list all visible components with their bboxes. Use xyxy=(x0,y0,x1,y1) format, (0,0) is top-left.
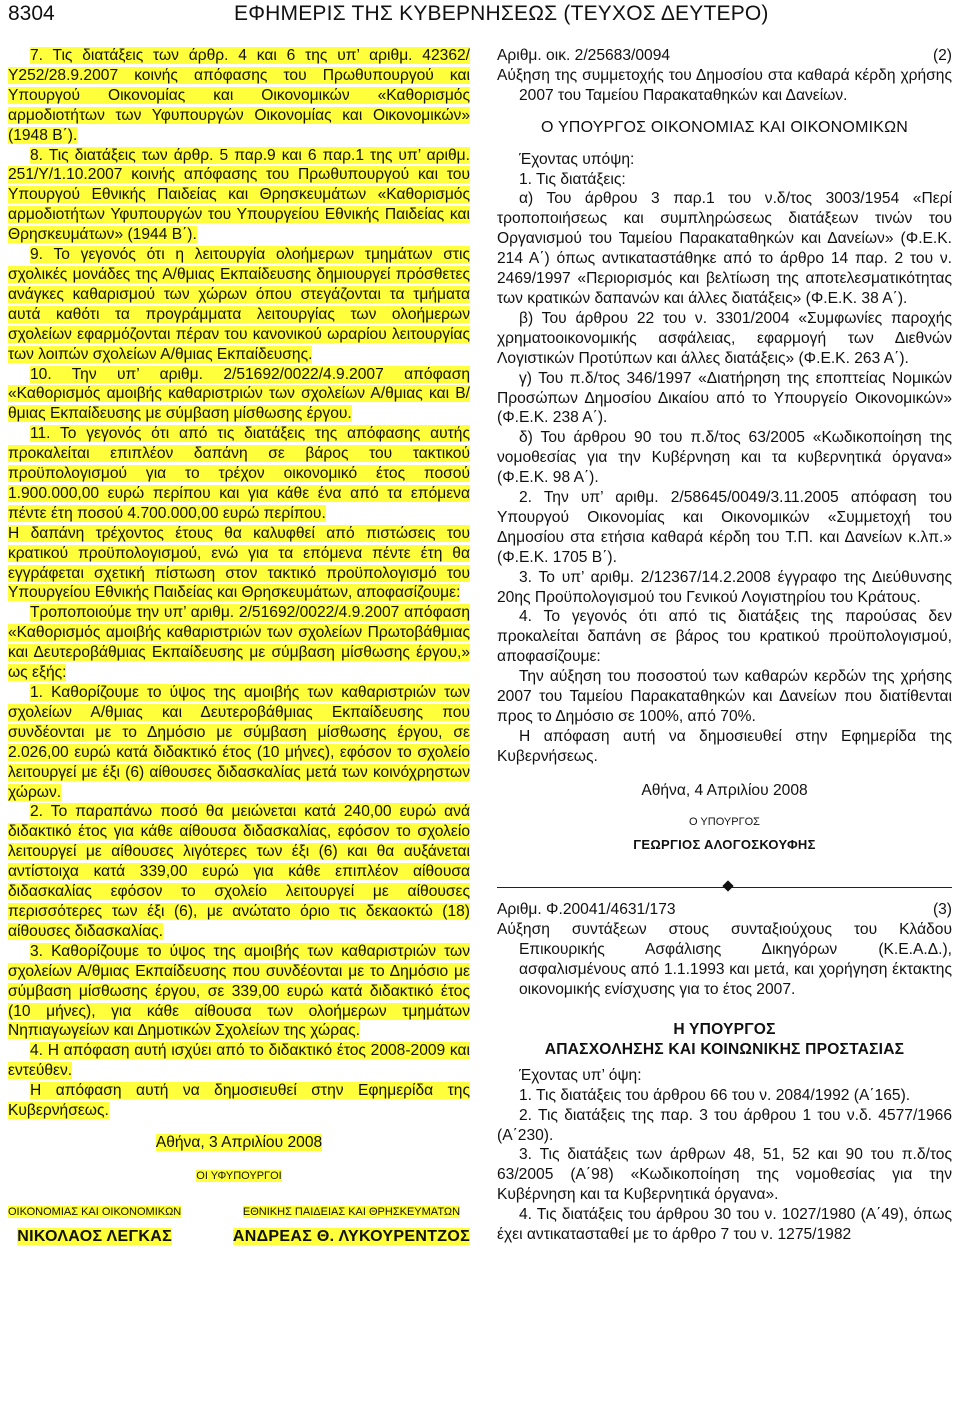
article-2: 2. Το παραπάνω ποσό θα μειώνεται κατά 240,00 ευρώ ανά διδακτικό έτος για κάθε αίθουσα διδασκαλίας, εφόσον το σχολείο λειτουργεί με αίθουσες λιγότερες των έξι (6) και θα αυξάνεται αντίστοιχα κατά 339,00 ευρώ για κάθε επιπλέον αίθουσα διδασκαλίας εφόσον το σχολείο λειτουργεί με αίθουσες περισσότερες των έξι (6), με ανώτατο όριο τις δεκαοκτώ (18) αίθουσες διδασκαλίας. xyxy=(8,803,470,940)
decision-2-number: (2) xyxy=(932,47,952,64)
provision-c: γ) Του π.δ/τος 346/1997 «Διατήρηση της εποπτείας Νομικών Προσώπων Δημοσίου Δικαίου από το Υπουργείο Οικονομικών» (Φ.Ε.Κ. 238 Α΄). xyxy=(497,369,952,427)
decision-3-item-3: 3. Τις διατάξεις των άρθρων 48, 51, 52 και 90 του π.δ/τος 63/2005 (Α΄98) «Κωδικοποίηση της νομοθεσίας για την Κυβέρνηση και τα Κυβερνητικά όργανα». xyxy=(497,1146,952,1204)
gazette-title: ΕΦΗΜΕΡΙΣ ΤΗΣ ΚΥΒΕΡΝΗΣΕΩΣ (ΤΕΥΧΟΣ ΔΕΥΤΕΡΟ) xyxy=(234,2,769,25)
decision-3-heading-2: ΑΠΑΣΧΟΛΗΣΗΣ ΚΑΙ ΚΟΙΝΩΝΙΚΗΣ ΠΡΟΣΤΑΣΙΑΣ xyxy=(544,1040,905,1058)
decision-3-heading-1: Η ΥΠΟΥΡΓΟΣ xyxy=(673,1020,776,1038)
decision-3-subject: Αύξηση συντάξεων στους συνταξιούχους του Κλάδου Επικουρικής Ασφάλισης Δικηγόρων (Κ.Ε.Α.Δ.), ασφαλισμένους από 1.1.1993 και μετά, και χορήγηση έκτακτης οικονομικής ενίσχυσης για το έτος 2007. xyxy=(497,921,952,999)
provision-b: β) Του άρθρου 22 του ν. 3301/2004 «Συμφωνίες παροχής χρηματοοικονομικής ασφάλειας, εφαρμογή των Διεθνών Λογιστικών Προτύπων και άλλες διατάξεις» (Φ.Ε.Κ. 263 Α΄). xyxy=(497,309,952,367)
signatory-1-title: ΟΙΚΟΝΟΜΙΑΣ ΚΑΙ ΟΙΚΟΝΟΜΙΚΩΝ xyxy=(8,1205,182,1218)
page-number: 8304 xyxy=(8,2,55,25)
provisions-1: 1. Τις διατάξεις: xyxy=(519,170,626,188)
article-4: 4. Η απόφαση αυτή ισχύει από το διδακτικό έτος 2008-2009 και εντεύθεν. xyxy=(8,1042,470,1080)
paragraph-8: 8. Τις διατάξεις των άρθρ. 5 παρ.9 και 6 παρ.1 της υπ’ αριθμ. 251/Υ/1.10.2007 κοινής απόφασης του Πρωθυπουργού και του Υπουργού Εθνικής Παιδείας και Θρησκευμάτων «Καθορισμός αρμοδιοτήτων Υφυπουργών του Υπουργείου Εθνικής Παιδείας και Θρησκευμάτων» (1944 Β΄). xyxy=(8,146,470,244)
article-1: 1. Καθορίζουμε το ύψος της αμοιβής των καθαριστριών των σχολείων Α/θμιας και Δευτεροβάθμιας Εκπαίδευσης που συνδέονται με το Δημόσιο με σύμβαση μίσθωσης έργου, σε 2.026,00 ευρώ κατά διδακτικό έτος (10 μήνες), εφόσον το σχολείο λειτουργεί με έξι (6) αίθουσες διδασκαλίας μετά των κοινόχρηστων χώρων. xyxy=(8,684,470,801)
decision-3-item-2: 2. Τις διατάξεις της παρ. 3 του άρθρου 1 του ν.δ. 4577/1966 (Α΄230). xyxy=(497,1106,952,1144)
decision-3-item-1: 1. Τις διατάξεις του άρθρου 66 του ν. 2084/1992 (Α΄165). xyxy=(519,1086,911,1104)
divider-diamond-icon xyxy=(722,881,733,892)
provision-d: δ) Του άρθρου 90 του π.δ/τος 63/2005 «Κωδικοποίηση της νομοθεσίας για την Κυβέρνηση και τα κυβερνητικά όργανα» (Φ.Ε.Κ. 98 Α΄). xyxy=(497,429,952,487)
paragraph-7: 7. Τις διατάξεις των άρθρ. 4 και 6 της υπ’ αριθμ. 42362/Υ252/28.9.2007 κοινής απόφασης του Πρωθυπουργού και Υπουργού Οικονομίας και Οικονομικών «Καθορισμός αρμοδιοτήτων των Υφυπουργών Οικονομίας και Οικονομικών» (1948 Β΄). xyxy=(8,47,470,144)
signatory-2 xyxy=(233,1203,470,1247)
decision-3-number: (3) xyxy=(932,901,952,919)
decision-3-ref-row xyxy=(497,900,952,920)
signatory-2-name: ΑΝΔΡΕΑΣ Θ. ΛΥΚΟΥΡΕΝΤΖΟΣ xyxy=(232,1227,470,1245)
provision-a: α) Του άρθρου 3 παρ.1 του ν.δ/τος 3003/1954 «Περί τροποποιήσεως και συμπληρώσεως διατάξεων τινών του Οργανισμού του Ταμείου Παρακαταθηκών και Δανείων» (Φ.Ε.Κ. 214 Α΄) όπως αντικαταστάθηκε από το άρθρο 14 παρ. 2 του ν. 2469/1997 «Περιορισμός και βελτίωση της αποτελεσματικότητας των κρατικών δαπανών και άλλες διατάξεις» (Φ.Ε.Κ. 38 Α΄). xyxy=(497,190,952,307)
signatories xyxy=(8,1203,470,1247)
decision-2-publication: Η απόφαση αυτή να δημοσιευθεί στην Εφημερίδα της Κυβερνήσεως. xyxy=(497,727,952,765)
article-3: 3. Καθορίζουμε το ύψος της αμοιβής των καθαριστριών των σχολείων Α/θμιας Εκπαίδευσης που συνδέονται με το Δημόσιο με σύμβαση μίσθωσης έργου, σε 339,00 ευρώ κατά διδακτικό έτος (10 μήνες), για κάθε αίθουσα των ολοήμερων τμημάτων Νηπιαγωγείων και Δημοτικών Σχολείων της χώρας. xyxy=(8,942,470,1040)
considering: Έχοντας υπόψη: xyxy=(519,150,635,168)
left-column xyxy=(8,46,470,1247)
decision-2-signatory-label: Ο ΥΠΟΥΡΓΟΣ xyxy=(689,815,760,828)
paragraph-11: 11. Το γεγονός ότι από τις διατάξεις της απόφασης αυτής προκαλείται επιπλέον δαπάνη σε βάρος του τακτικού προϋπολογισμού για το τρέχον οικονομικό έτος ποσού 1.900.000,00 ευρώ περίπου και για κάθε ένα από τα επόμενα πέντε έτη ποσού 4.700.000,00 ευρώ περίπου. xyxy=(8,425,470,522)
signatory-2-title: ΕΘΝΙΚΗΣ ΠΑΙΔΕΙΑΣ ΚΑΙ ΘΡΗΣΚΕΥΜΑΤΩΝ xyxy=(242,1205,461,1218)
decision-2-subject: Αύξηση της συμμετοχής του Δημοσίου στα καθαρά κέρδη χρήσης 2007 του Ταμείου Παρακαταθηκών και Δανείων. xyxy=(497,66,952,104)
decision-2-ref: Αριθμ. οικ. 2/25683/0094 xyxy=(497,47,671,64)
provision-2: 2. Την υπ’ αριθμ. 2/58645/0049/3.11.2005 απόφαση του Υπουργού Οικονομίας και Οικονομικών «Συμμετοχή του Δημοσίου στα ετήσια καθαρά κέρδη του Τ.Π. και Δανείων κ.λπ.» (Φ.Ε.Κ. 1705 Β΄). xyxy=(497,489,952,566)
right-column xyxy=(497,46,952,1245)
signatories-label: ΟΙ ΥΦΥΠΟΥΡΓΟΙ xyxy=(196,1169,282,1182)
decision-3-considering: Έχοντας υπ’ όψη: xyxy=(519,1066,642,1084)
provision-4: 4. Το γεγονός ότι από τις διατάξεις της παρούσας δεν προκαλείται δαπάνη σε βάρος του κρατικού προϋπολογισμού, αποφασίζουμε: xyxy=(497,608,952,666)
provision-3: 3. Το υπ’ αριθμ. 2/12367/14.2.2008 έγγραφο της Διεύθυνσης 20ης Προϋπολογισμού του Γενικού Λογιστηρίου του Κράτους. xyxy=(497,568,952,606)
decision-2-signatory-name: ΓΕΩΡΓΙΟΣ ΑΛΟΓΟΣΚΟΥΦΗΣ xyxy=(633,836,816,852)
decision-2-ref-row xyxy=(497,46,952,66)
signatory-1 xyxy=(8,1203,181,1247)
paragraph-10: 10. Την υπ’ αριθμ. 2/51692/0022/4.9.2007 απόφαση «Καθορισμός αμοιβής καθαριστριών των σχολείων Α/θμιας και Β/θμιας Εκπαίδευσης με σύμβαση μίσθωσης έργου. xyxy=(8,365,470,423)
decision-text: Την αύξηση του ποσοστού των καθαρών κερδών της χρήσης 2007 του Ταμείου Παρακαταθηκών και Δανείων που διατίθενται προς το Δημόσιο σε 100%, από 70%. xyxy=(497,668,952,725)
page-header xyxy=(0,0,960,30)
paragraph-9: 9. Το γεγονός ότι η λειτουργία ολοήμερων τμημάτων στις σχολικές μονάδες της Α/θμιας Εκπαίδευσης δημιουργεί πρόσθετες ανάγκες καθαρισμού των χώρων όπου στεγάζονται τα τμήματα αυτά καθότι τα προγράμματα λειτουργίας των ολοήμερων σχολείων εφαρμόζονται πέραν του κανονικού ωραρίου λειτουργίας των λοιπών σχολείων Α/θμιας Εκπαίδευσης. xyxy=(8,246,470,363)
decision-2-heading: Ο ΥΠΟΥΡΓΟΣ ΟΙΚΟΝΟΜΙΑΣ ΚΑΙ ΟΙΚΟΝΟΜΙΚΩΝ xyxy=(540,118,909,136)
decision-2-date: Αθήνα, 4 Απριλίου 2008 xyxy=(641,781,808,799)
paragraph-amend: Τροποποιούμε την υπ’ αριθμ. 2/51692/0022/4.9.2007 απόφαση «Καθορισμός αμοιβής καθαριστριών των σχολείων Πρωτοβάθμιας και Δευτεροβάθμιας Εκπαίδευσης με σύμβαση μίσθωσης έργου,» ως εξής: xyxy=(8,604,470,682)
signatory-1-name: ΝΙΚΟΛΑΟΣ ΛΕΓΚΑΣ xyxy=(17,1227,172,1245)
decision-3-ref: Αριθμ. Φ.20041/4631/173 xyxy=(497,901,676,919)
date-line: Αθήνα, 3 Απριλίου 2008 xyxy=(155,1133,323,1151)
paragraph-expense: Η δαπάνη τρέχοντος έτους θα καλυφθεί από πιστώσεις του κρατικού προϋπολογισμού, ενώ για τα επόμενα πέντε έτη θα εγγράφεται σχετική πίστωση στον τακτικό προϋπολογισμό του Υπουργείου Εθνικής Παιδείας και Θρησκευμάτων, αποφασίζουμε: xyxy=(8,524,470,602)
section-divider xyxy=(497,880,952,894)
decision-3-item-4: 4. Τις διατάξεις του άρθρου 30 του ν. 1027/1980 (Α΄49), όπως έχει αντικατασταθεί με το άρθρο 7 του ν. 1275/1982 xyxy=(497,1206,952,1244)
publication-order: Η απόφαση αυτή να δημοσιευθεί στην Εφημερίδα της Κυβερνήσεως. xyxy=(8,1082,470,1120)
